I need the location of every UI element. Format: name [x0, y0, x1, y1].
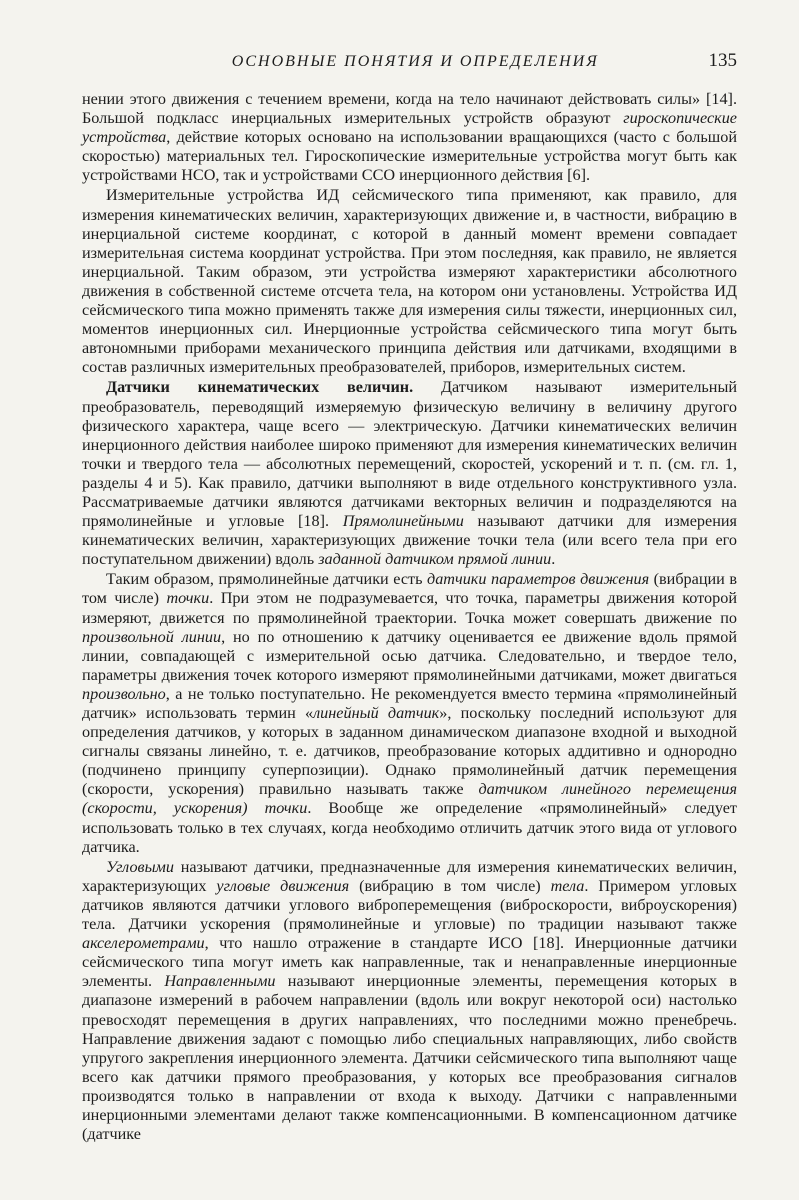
italic-term: акселерометрами — [82, 934, 205, 953]
text-run: . Вообще же определение «прямолинейный» следует использовать только в тех случаях, когда необходимо отличить датчик этого вида от углового датчика. — [82, 799, 737, 856]
italic-term: Направленными — [164, 972, 276, 991]
text-run: (вибрации в том числе) — [82, 570, 737, 608]
italic-term: точки — [166, 589, 210, 608]
italic-term: Прямолинейными — [342, 512, 464, 531]
italic-term: датчики параметров движения — [427, 570, 650, 589]
text-run: называют датчики для измерения кинематических величин, характеризующих движение точки тела (или всего тела при его поступательном движении) вдоль — [82, 512, 737, 569]
text-run: , а не только поступательно. Не рекомендуется вместо термина «прямолинейный датчик» использовать термин « — [82, 684, 737, 722]
italic-term: датчиком линейного перемещения (скорости, ускорения) точки — [82, 780, 737, 818]
text-run: , что нашло отражение в стандарте ИСО [18]. Инерционные датчики сейсмического типа могут иметь как направленные, так и ненаправленные инерционные элементы. — [82, 934, 737, 991]
bold-heading: Датчики кинематических величин. — [106, 378, 414, 397]
text-run: », поскольку последний используют для определения датчиков, у которых в заданном динамическом диапазоне входной и выходной сигналы связаны линейно, т. е. датчиков, преобразование которых аддитивно и однородно (подчинено принципу суперпозиции). Однако прямолинейный датчик перемещения (скорости, ускорения) правильно называть также — [82, 704, 737, 799]
italic-term: произвольно — [82, 684, 166, 703]
text-run: , действие которых основано на использовании вращающихся (часто с большой скоростью) материальных тел. Гироскопические измерительные устройства могут быть как устройствами НСО, так и устройствами ССО инерционного действия [6]. — [82, 128, 737, 185]
text-run: . — [551, 550, 556, 569]
page-number: 135 — [708, 50, 737, 71]
text-run: Измерительные устройства ИД сейсмического типа применяют, как правило, для измерения кинематических величин, характеризующих движение и, в частности, вибрацию в инерциальной системе координат, с которой в данный момент времени совпадает измерительная система координат устройства. При этом последняя, как правило, не является инерциальной. Таким образом, эти устройства измеряют характеристики абсолютного движения в собственной системе отсчета тела, на котором они установлены. Устройства ИД сейсмического типа можно применять также для измерения силы тяжести, инерционных сил, моментов инерционных сил. Инерционные устройства сейсмического типа могут быть автономными приборами механического принципа действия или датчиками, входящими в состав различных измерительных преобразователей, приборов, измерительных систем. — [82, 186, 737, 377]
chapter-title: ОСНОВНЫЕ ПОНЯТИЯ И ОПРЕДЕЛЕНИЯ — [231, 53, 599, 70]
italic-term: гироскопические устройства — [82, 109, 737, 147]
paragraph-4 — [82, 570, 737, 856]
paragraph-2 — [82, 186, 737, 377]
paragraph-1 — [82, 90, 737, 185]
text-run: называют датчики, предназначенные для измерения кинематических величин, характеризующих — [82, 857, 737, 895]
text-run: называют инерционные элементы, перемещения которых в диапазоне измерений в рабочем направлении (вдоль или вокруг некоторой оси) настолько превосходят перемещения в других направлениях, что последними можно пренебречь. Направление движения задают с помощью либо специальных направляющих, либо свойств упругого закрепления инерционного элемента. Датчики сейсмического типа выполняют чаще всего как датчики прямого преобразования, у которых все преобразования сигналов производятся только в направлении от входа к выходу. Датчики с направленными инерционными элементами делают также компенсационными. В компенсационном датчике (датчике — [82, 972, 737, 1144]
paragraph-3 — [82, 378, 737, 569]
italic-term: заданной датчиком прямой линии — [318, 550, 552, 569]
paragraph-5 — [82, 858, 737, 1144]
text-run: , но по отношению к датчику оценивается ее движение вдоль прямой линии, совпадающей с измерительной осью датчика. Следовательно, и твердое тело, параметры движения точек которого измеряют прямолинейными датчиками, может двигаться — [82, 627, 737, 684]
italic-term: угловые движения — [216, 876, 350, 895]
body-text — [82, 90, 737, 1144]
text-run: нении этого движения с течением времени, когда на тело начинают действовать силы» [14]. Большой подкласс инерциальных измерительных устройств образуют — [82, 90, 737, 128]
italic-term: линейный датчик — [313, 704, 440, 722]
text-run: Датчиком называют измерительный преобразователь, переводящий измеряемую физическую величину в величину другого физического характера, чаще всего — электрическую. Датчики кинематических величин инерционного действия наиболее широко применяют для измерения кинематических величин точки и твердого тела — абсолютных перемещений, скоростей, ускорений и т. п. (см. гл. 1, разделы 4 и 5). Как правило, датчики выполняют в виде отдельного конструктивного узла. Рассматриваемые датчики являются датчиками векторных величин и подразделяются на прямолинейные и угловые [18]. — [82, 378, 737, 531]
italic-term: произвольной линии — [82, 627, 222, 646]
italic-term: тела — [550, 876, 585, 895]
text-run: Таким образом, прямолинейные датчики есть — [106, 570, 428, 589]
text-run: (вибрацию в том числе) — [349, 876, 551, 895]
italic-term: Угловыми — [106, 857, 174, 876]
text-run: . Примером угловых датчиков являются датчики углового виброперемещения (виброскорости, виброускорения) тела. Датчики ускорения (прямолинейные и угловые) по традиции называют также — [82, 876, 737, 934]
running-head — [82, 50, 737, 72]
text-run: . При этом не подразумевается, что точка, параметры движения которой измеряют, движется по прямолинейной траектории. Точка может совершать движение по — [82, 589, 737, 627]
